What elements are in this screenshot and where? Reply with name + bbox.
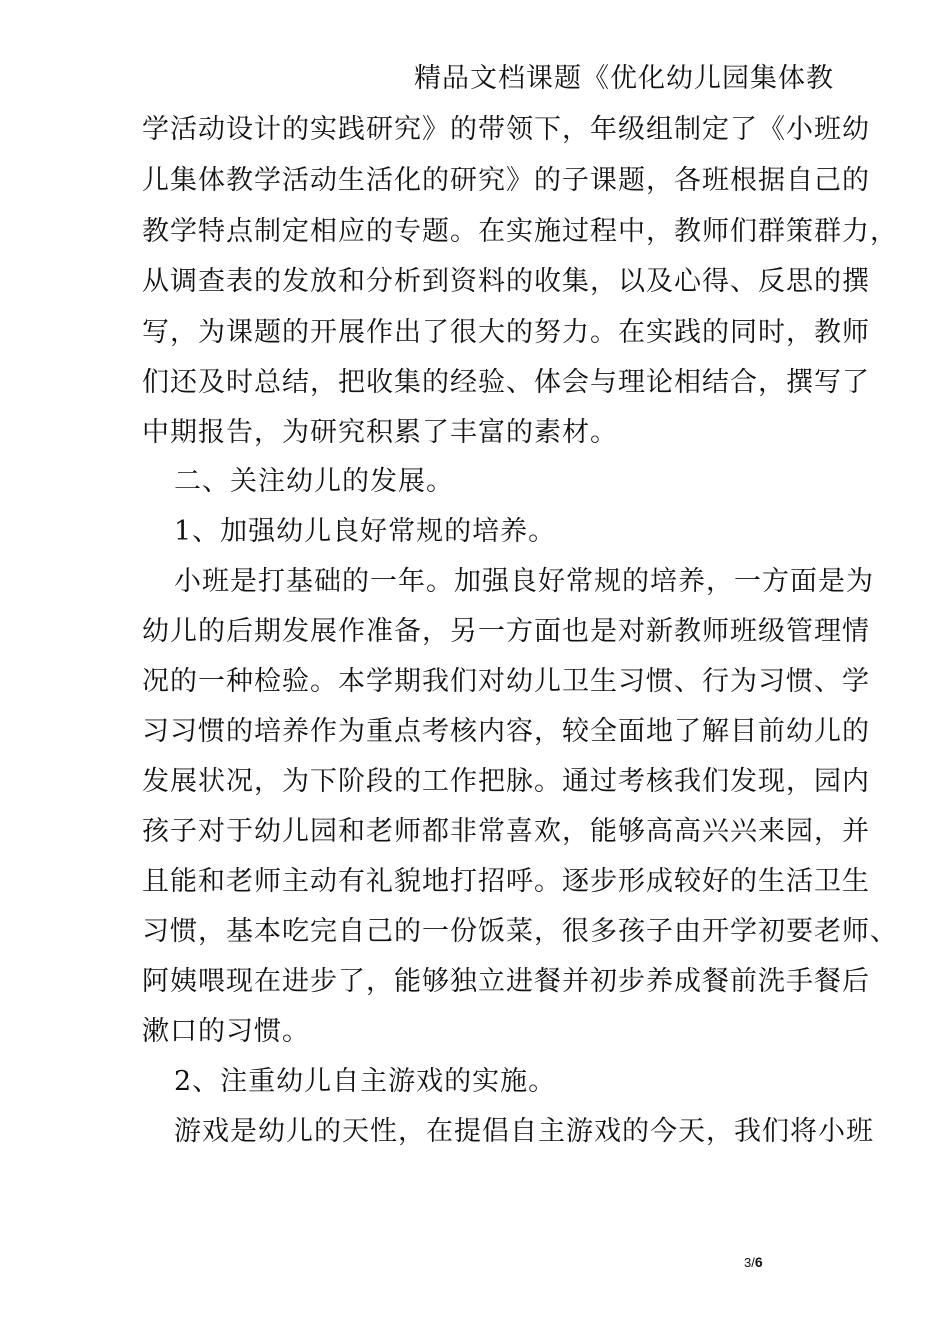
body-line-16: 且能和老师主动有礼貌地打招呼。逐步形成较好的生活卫生 [142,866,870,897]
body-line-18: 阿姨喂现在进步了，能够独立进餐并初步养成餐前洗手餐后 [142,966,870,997]
body-line-17: 习惯，基本吃完自己的一份饭菜，很多孩子由开学初要老师、 [142,916,898,947]
body-line-12: 况的一种检验。本学期我们对幼儿卫生习惯、行为习惯、学 [142,666,870,697]
subsection-heading-1: 1、加强幼儿良好常规的培养。 [174,516,557,547]
body-line-11: 幼儿的后期发展作准备，另一方面也是对新教师班级管理情 [142,616,870,647]
body-line-4: 从调查表的发放和分析到资料的收集，以及心得、反思的撰 [142,266,870,297]
body-line-6: 们还及时总结，把收集的经验、体会与理论相结合，撰写了 [142,367,870,398]
body-line-14: 发展状况，为下阶段的工作把脉。通过考核我们发现，园内 [142,766,870,797]
section-heading: 二、关注幼儿的发展。 [174,466,454,497]
subsection-heading-2: 2、注重幼儿自主游戏的实施。 [174,1066,557,1097]
page-number-current: 3/ [744,1255,755,1270]
body-line-19: 漱口的习惯。 [142,1016,310,1047]
body-line-7: 中期报告，为研究积累了丰富的素材。 [142,417,618,448]
body-line-21: 游戏是幼儿的天性，在提倡自主游戏的今天，我们将小班 [174,1116,874,1147]
body-line-1: 学活动设计的实践研究》的带领下，年级组制定了《小班幼 [142,114,870,145]
body-line-15: 孩子对于幼儿园和老师都非常喜欢，能够高高兴兴来园，并 [142,816,870,847]
page-number-total: 6 [754,1254,763,1270]
body-line-3: 教学特点制定相应的专题。在实施过程中，教师们群策群力， [142,216,898,247]
header-text: 精品文档课题《优化幼儿园集体教 [414,63,834,94]
body-line-2: 儿集体教学活动生活化的研究》的子课题，各班根据自己的 [142,165,870,196]
body-line-13: 习习惯的培养作为重点考核内容，较全面地了解目前幼儿的 [142,716,870,747]
page-number [744,1254,763,1270]
body-line-10: 小班是打基础的一年。加强良好常规的培养，一方面是为 [174,566,874,597]
body-line-5: 写，为课题的开展作出了很大的努力。在实践的同时，教师 [142,317,870,348]
